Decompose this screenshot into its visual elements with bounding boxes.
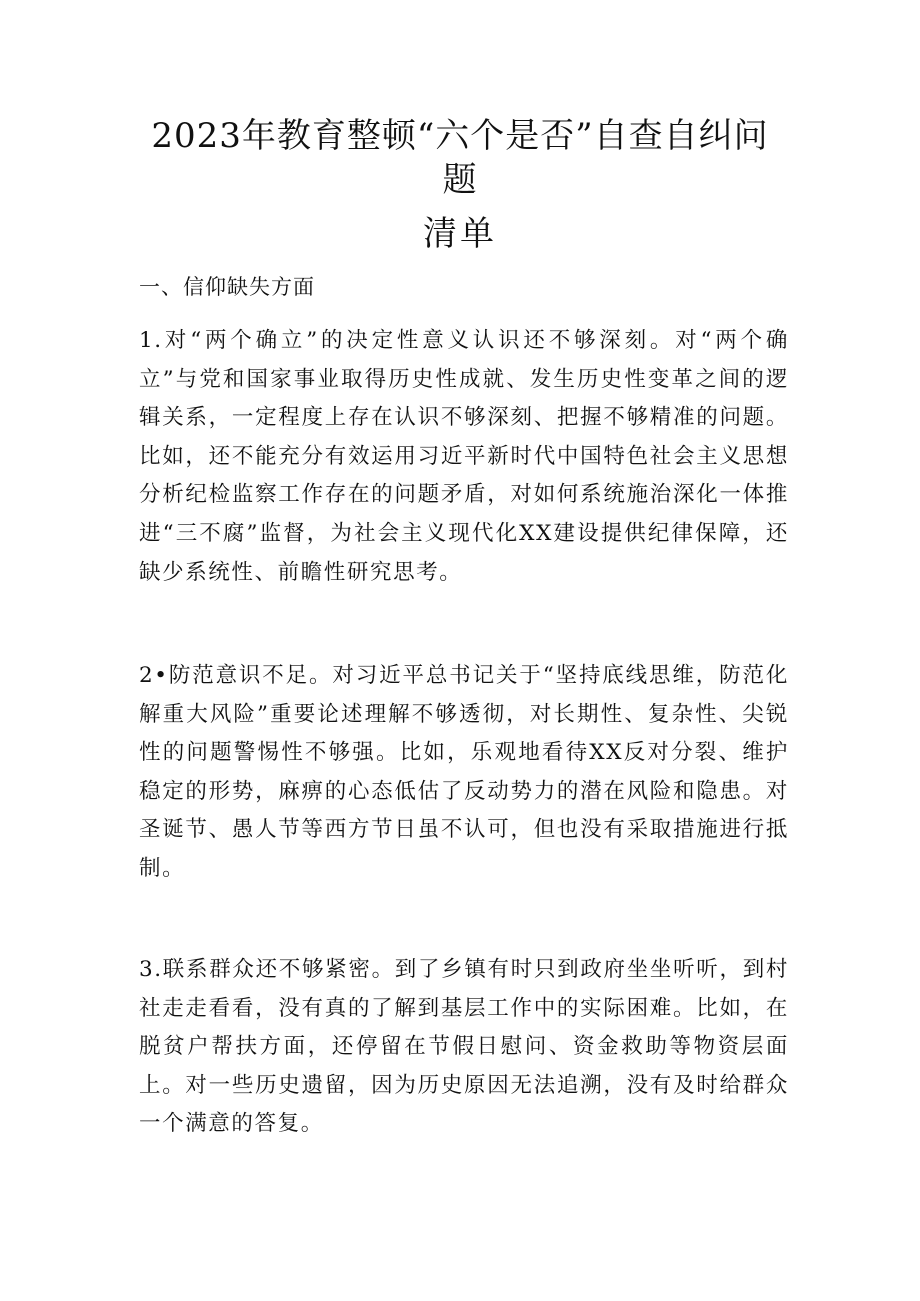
document-title-line-2: 题: [442, 160, 478, 200]
document-title-line-1: 2023年教育整顿“六个是否”自查自纠问: [151, 116, 769, 156]
section-heading: 一、信仰缺失方面: [139, 275, 315, 299]
paragraph-item-1: 1.对“两个确立”的决定性意义认识还不够深刻。对“两个确立”与党和国家事业取得历史性成就、发生历史性变革之间的逻辑关系，一定程度上存在认识不够深刻、把握不够精准的问题。比如，还不能充分有效运用习近平新时代中国特色社会主义思想分析纪检监察工作存在的问题矛盾，对如何系统施治深化一体推进“三不腐”监督，为社会主义现代化XX建设提供纪律保障，还缺少系统性、前瞻性研究思考。: [139, 328, 789, 585]
paragraph-item-2: 2•防范意识不足。对习近平总书记关于“坚持底线思维，防范化解重大风险”重要论述理解不够透彻，对长期性、复杂性、尖锐性的问题警惕性不够强。比如，乐观地看待XX反对分裂、维护稳定的形势，麻痹的心态低估了反动势力的潜在风险和隐患。对圣诞节、愚人节等西方节日虽不认可，但也没有采取措施进行抵制。: [139, 663, 789, 881]
document-title-line-3: 清单: [423, 214, 497, 254]
paragraph-item-3: 3.联系群众还不够紧密。到了乡镇有时只到政府坐坐听听，到村社走走看看，没有真的了解到基层工作中的实际困难。比如，在脱贫户帮扶方面，还停留在节假日慰问、资金救助等物资层面上。对一些历史遗留，因为历史原因无法追溯，没有及时给群众一个满意的答复。: [139, 957, 789, 1137]
